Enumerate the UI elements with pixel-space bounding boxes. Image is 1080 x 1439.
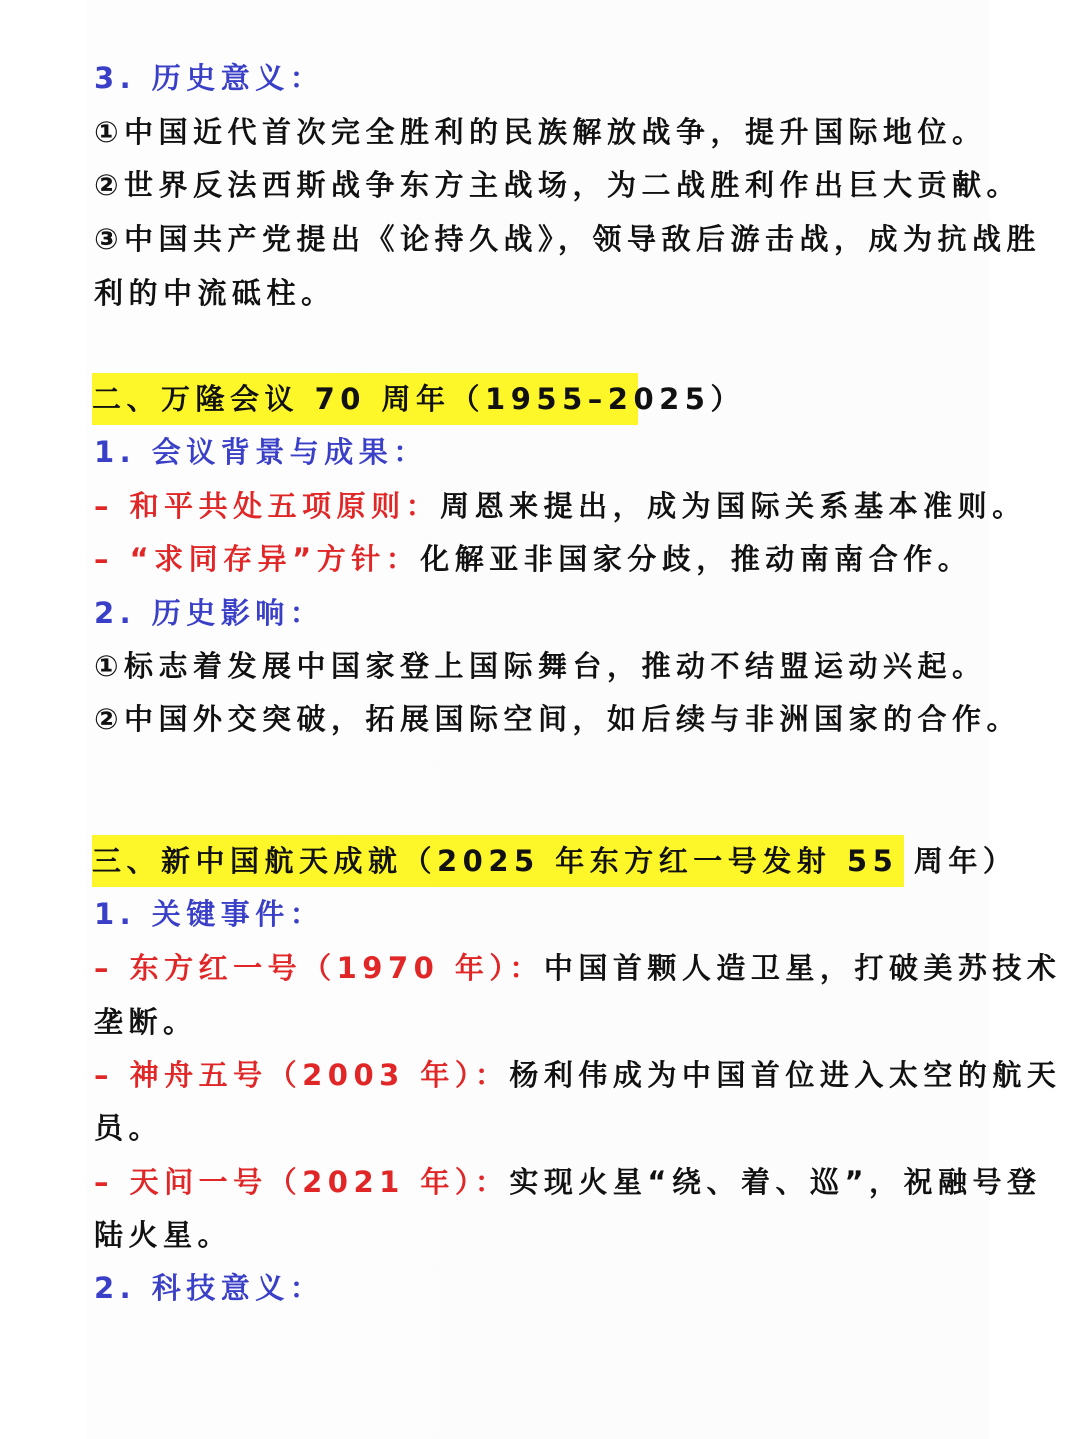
section1-heading: 3. 历史意义： [94, 61, 325, 95]
s3-event-1-label: – 东方红一号（1970 年）： [94, 951, 544, 985]
s1-point-3: ③中国共产党提出《论持久战》，领导敌后游击战，成为抗战胜 [94, 222, 1042, 256]
section3-title-highlight [92, 835, 1018, 887]
s2-sub2-heading: 2. 历史影响： [94, 596, 325, 630]
s3-event-2-text: 杨利伟成为中国首位进入太空的航天 [509, 1058, 1062, 1092]
s2-bullet-1 [94, 486, 1027, 526]
s3-event-2-label: – 神舟五号（2003 年）： [94, 1058, 510, 1092]
s2-point-1: ①标志着发展中国家登上国际舞台，推动不结盟运动兴起。 [94, 649, 987, 683]
s2-point-2: ②中国外交突破，拓展国际空间，如后续与非洲国家的合作。 [94, 702, 1022, 736]
s3-event-3 [94, 1162, 1042, 1202]
s3-event-1-cont: 垄断。 [94, 1005, 198, 1039]
s3-sub2-heading: 2. 科技意义： [94, 1271, 325, 1305]
s3-event-1 [94, 948, 1061, 988]
s2-bullet-1-label: – 和平共处五项原则： [94, 489, 441, 523]
s3-sub1-heading: 1. 关键事件： [94, 897, 325, 931]
s3-event-3-cont: 陆火星。 [94, 1218, 233, 1252]
s1-point-3-cont: 利的中流砥柱。 [94, 276, 336, 310]
s2-sub1-heading: 1. 会议背景与成果： [94, 435, 428, 469]
s3-event-2-cont: 员。 [94, 1111, 164, 1145]
s2-bullet-1-text: 周恩来提出，成为国际关系基本准则。 [440, 489, 1027, 523]
section3-title: 三、新中国航天成就（2025 年东方红一号发射 55 周年） [92, 844, 1018, 878]
s3-event-1-text: 中国首颗人造卫星，打破美苏技术 [543, 951, 1062, 985]
section2-title: 二、万隆会议 70 周年（1955–2025） [92, 382, 745, 416]
s3-event-3-label: – 天问一号（2021 年）： [94, 1165, 510, 1199]
s2-bullet-2-label: – “求同存异”方针： [94, 542, 421, 576]
s2-bullet-2 [94, 539, 972, 579]
s1-point-2: ②世界反法西斯战争东方主战场，为二战胜利作出巨大贡献。 [94, 168, 1022, 202]
s3-event-3-text: 实现火星“绕、着、巡”，祝融号登 [509, 1165, 1042, 1199]
section2-title-highlight [92, 373, 745, 425]
s1-point-1: ①中国近代首次完全胜利的民族解放战争，提升国际地位。 [94, 115, 987, 149]
s3-event-2 [94, 1055, 1061, 1095]
s2-bullet-2-text: 化解亚非国家分歧，推动南南合作。 [420, 542, 973, 576]
